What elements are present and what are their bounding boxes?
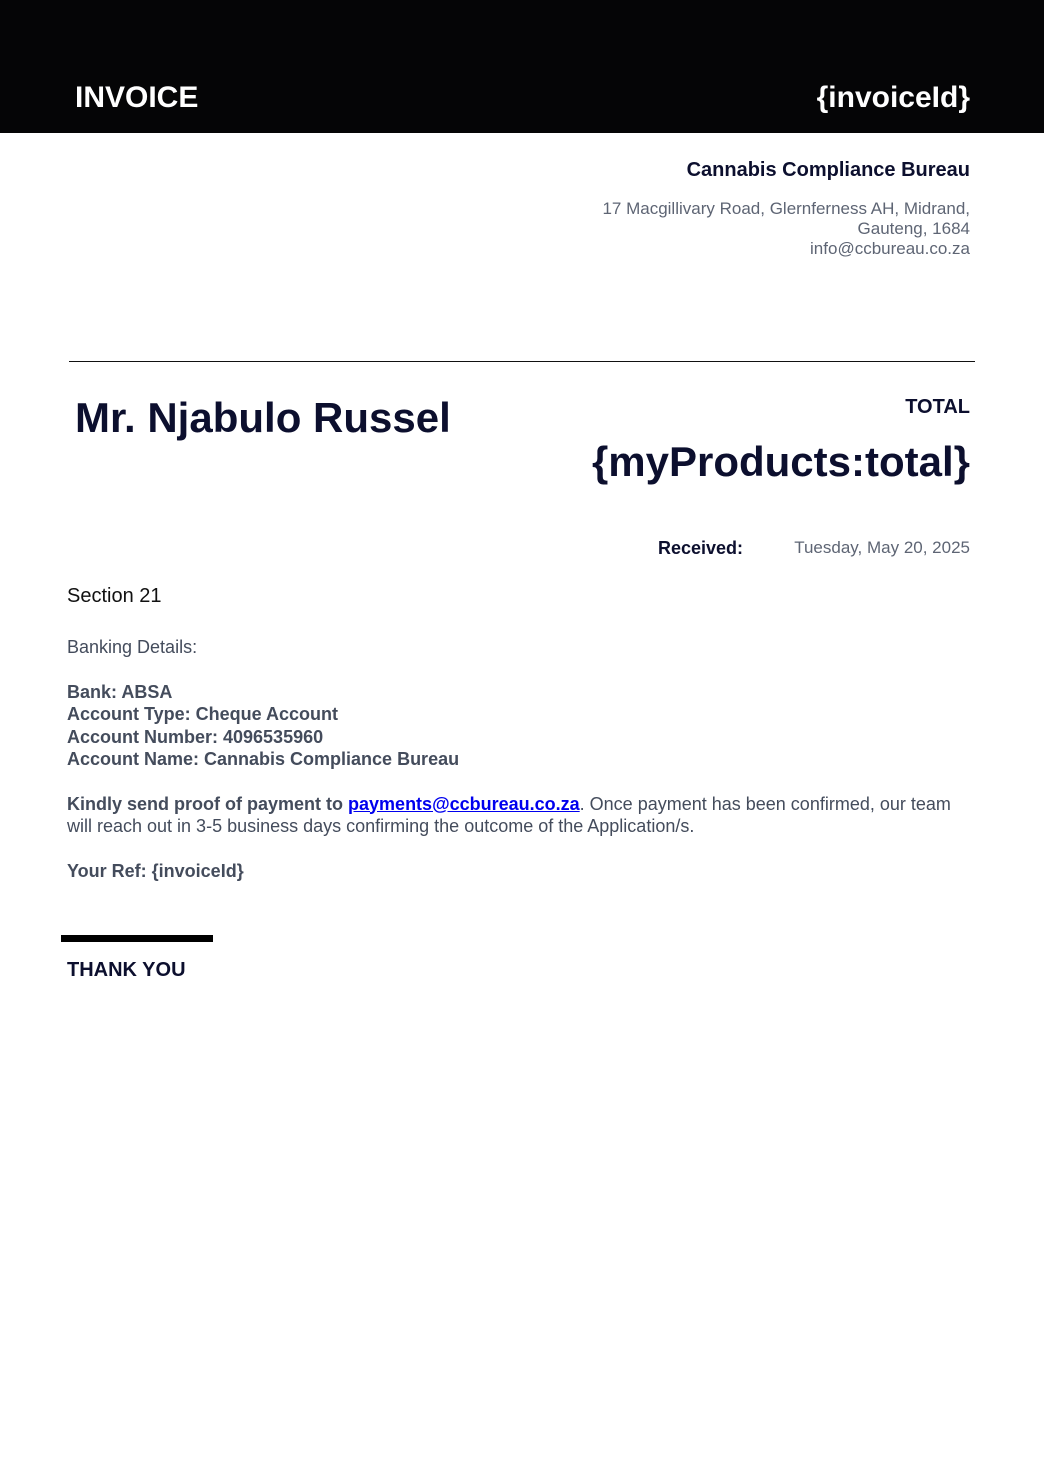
banking-block [67,636,967,882]
company-name: Cannabis Compliance Bureau [686,159,970,181]
received-label: Received: [658,538,744,558]
invoice-id: {invoiceId} [816,81,970,114]
invoice-header [0,0,1044,133]
invoice-title: INVOICE [75,81,199,114]
total-label: TOTAL [905,396,970,418]
company-email: info@ccbureau.co.za [810,239,970,258]
section-label: Section 21 [67,585,162,607]
total-value: {myProducts:total} [591,438,970,485]
payment-note [67,793,967,838]
payment-note-lead: Kindly send proof of payment to [67,793,344,814]
company-address [602,199,970,259]
account-name: Account Name: Cannabis Compliance Bureau [67,749,460,769]
accent-bar [61,935,213,942]
banking-title: Banking Details: [67,637,198,657]
company-block [602,157,970,259]
your-ref: Your Ref: {invoiceId} [67,860,244,881]
thank-you-label: THANK YOU [67,959,186,981]
company-address-line2: Gauteng, 1684 [857,219,970,238]
payment-note-rest: . Once payment has been confirmed, our team will reach out in 3-5 business days confirming the outcome of the Application/s. [67,793,951,836]
received-date: Tuesday, May 20, 2025 [794,538,970,557]
payments-email-link[interactable]: payments@ccbureau.co.za [348,793,580,814]
company-address-line1: 17 Macgillivary Road, Glernferness AH, Midrand, [602,199,970,218]
account-number: Account Number: 4096535960 [67,726,324,747]
divider [69,361,975,362]
bank-name: Bank: ABSA [67,681,173,702]
account-type: Account Type: Cheque Account [67,704,339,724]
client-name: Mr. Njabulo Russel [75,394,451,441]
